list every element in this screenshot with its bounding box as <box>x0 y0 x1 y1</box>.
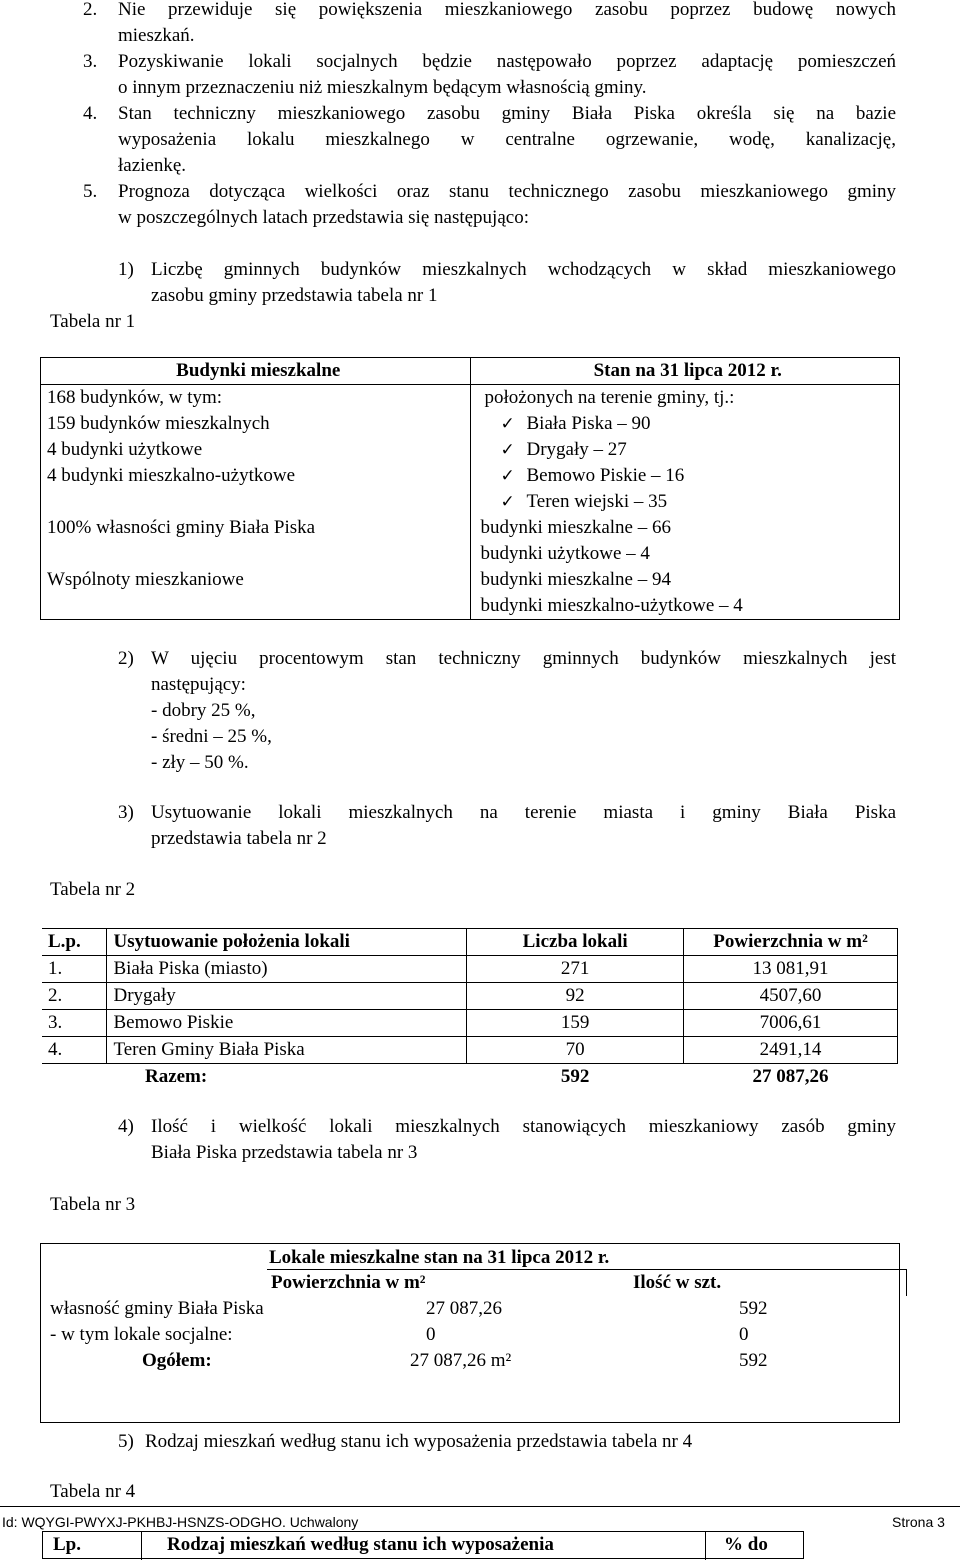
table-2-cell: 4. <box>48 1039 63 1060</box>
table-1-head-left: Budynki mieszkalne <box>41 358 471 385</box>
table-3-col-area: Powierzchnia w m² <box>271 1272 426 1293</box>
table-2-cell: 271 <box>467 956 684 983</box>
section-3-line-2: przedstawia tabela nr 2 <box>151 828 327 849</box>
table-2-empty-cell <box>42 1064 107 1091</box>
table-1-buildings-line: 4 budynki mieszkalno-użytkowe <box>47 465 296 486</box>
table-1-row <box>41 515 900 567</box>
section-1-line-1: Liczbę gminnych budynków mieszkalnych wchodzących w skład mieszkaniowego <box>151 259 896 280</box>
table-1-ownership-values <box>470 515 900 567</box>
table-2-total-row <box>42 1064 898 1091</box>
table-1-location-text: Teren wiejski – 35 <box>526 491 668 512</box>
section-5-number: 5) <box>118 1431 134 1452</box>
table-2-cell: 7006,61 <box>684 1010 898 1037</box>
item-2-number: 2. <box>83 0 98 20</box>
table-1-value-line: budynki mieszkalno-użytkowe – 4 <box>480 595 743 616</box>
checkmark-icon: ✓ <box>500 492 515 511</box>
table-4-divider <box>141 1532 142 1560</box>
condition-item: - dobry 25 %, <box>151 700 256 721</box>
footer-rule <box>0 1506 960 1507</box>
item-3-number: 3. <box>83 51 98 72</box>
table-4-header-row <box>42 1531 804 1559</box>
table-1-location-item <box>485 437 900 463</box>
table-2-cell: Bemowo Piskie <box>107 1010 467 1037</box>
item-2-line-1: Nie przewiduje się powiększenia mieszkaniowego zasobu poprzez budowę nowych <box>118 0 896 20</box>
table-1-locations-intro: położonych na terenie gminy, tj.: <box>484 387 735 408</box>
item-4-line-2: wyposażenia lokalu mieszkalnego w centralne ogrzewanie, wodę, kanalizację, <box>118 129 896 150</box>
table-2-total-count: 592 <box>560 1066 590 1087</box>
table-3-row-label: - w tym lokale socjalne: <box>50 1324 233 1345</box>
table-2-header: L.p. <box>48 931 81 952</box>
checkmark-icon: ✓ <box>500 466 515 485</box>
table-4-divider <box>705 1532 706 1560</box>
item-5-line-1: Prognoza dotycząca wielkości oraz stanu technicznego zasobu mieszkaniowego gminy <box>118 181 896 202</box>
item-5-number: 5. <box>83 181 98 202</box>
table-row <box>42 1037 898 1064</box>
table-1-value-line: budynki użytkowe – 4 <box>480 543 650 564</box>
table-1-location-item <box>485 463 900 489</box>
section-2-number: 2) <box>118 648 134 669</box>
table-1 <box>40 357 900 620</box>
table-2-cell: 70 <box>467 1037 684 1064</box>
table-1-header-row <box>41 358 900 385</box>
section-2-line-1: W ujęciu procentowym stan techniczny gminnych budynków mieszkalnych jest <box>151 648 896 669</box>
section-1-number: 1) <box>118 259 134 280</box>
table-2-total-label: Razem: <box>144 1066 208 1087</box>
table-row <box>42 956 898 983</box>
section-2-line-2: następujący: <box>151 674 246 695</box>
item-3-line-2: o innym przeznaczeniu niż mieszkalnym będącym własnością gminy. <box>118 77 647 98</box>
table-3-row-count: 592 <box>739 1298 768 1319</box>
table-2-cell: Drygały <box>107 983 467 1010</box>
section-4-number: 4) <box>118 1116 134 1137</box>
table-2-cell: Teren Gminy Biała Piska <box>107 1037 467 1064</box>
table-3-row-count: 0 <box>739 1324 749 1345</box>
item-4-line-3: łazienkę. <box>118 155 187 176</box>
table-4-caption: Tabela nr 4 <box>50 1481 136 1502</box>
table-1-location-item <box>485 411 900 437</box>
table-row <box>42 983 898 1010</box>
table-3-total-area: 27 087,26 m² <box>410 1350 512 1371</box>
table-1-head-right: Stan na 31 lipca 2012 r. <box>470 358 900 385</box>
table-2-cell: 1. <box>48 958 63 979</box>
table-1-buildings-line: 159 budynków mieszkalnych <box>47 413 270 434</box>
table-3-title: Lokale mieszkalne stan na 31 lipca 2012 r. <box>269 1247 610 1268</box>
table-1-location-text: Biała Piska – 90 <box>526 413 651 434</box>
item-4-line-1: Stan techniczny mieszkaniowego zasobu gminy Biała Piska określa się na bazie <box>118 103 896 124</box>
table-4-header: % do <box>724 1534 768 1555</box>
table-4-header: Lp. <box>53 1534 81 1555</box>
table-1-location-text: Bemowo Piskie – 16 <box>526 465 685 486</box>
table-3-col-count: Ilość w szt. <box>633 1272 722 1293</box>
table-1-community-cell: Wspólnoty mieszkaniowe <box>41 567 471 620</box>
table-1-location-item <box>485 489 900 515</box>
table-1-row <box>41 385 900 516</box>
item-3-line-1: Pozyskiwanie lokali socjalnych będzie następowało poprzez adaptację pomieszczeń <box>118 51 896 72</box>
table-2-header-row <box>42 929 898 956</box>
section-1-line-2: zasobu gminy przedstawia tabela nr 1 <box>151 285 438 306</box>
table-2-cell: 2491,14 <box>684 1037 898 1064</box>
table-3-row-area: 27 087,26 <box>426 1298 502 1319</box>
table-2-cell: 4507,60 <box>684 983 898 1010</box>
table-2-header: Powierzchnia w m² <box>684 929 898 956</box>
table-2-header: Usytuowanie położenia lokali <box>107 929 467 956</box>
table-3-caption: Tabela nr 3 <box>50 1194 136 1215</box>
table-1-row <box>41 567 900 620</box>
table-1-ownership-cell: 100% własności gminy Biała Piska <box>41 515 471 567</box>
table-3 <box>40 1243 900 1423</box>
footer-page-number: Strona 3 <box>892 1514 945 1530</box>
section-5-line-1: Rodzaj mieszkań według stanu ich wyposażenia przedstawia tabela nr 4 <box>145 1431 693 1452</box>
table-2-total-area: 27 087,26 <box>752 1066 829 1087</box>
table-2 <box>42 928 898 1090</box>
table-1-caption: Tabela nr 1 <box>50 311 136 332</box>
table-2-cell: 159 <box>467 1010 684 1037</box>
table-1-buildings-line: 168 budynków, w tym: <box>47 387 223 408</box>
section-4-line-2: Biała Piska przedstawia tabela nr 3 <box>151 1142 418 1163</box>
table-1-community-values <box>470 567 900 620</box>
table-2-cell: 2. <box>48 985 63 1006</box>
table-3-total-count: 592 <box>739 1350 768 1371</box>
table-3-row-label: własność gminy Biała Piska <box>50 1298 264 1319</box>
table-2-cell: 13 081,91 <box>684 956 898 983</box>
item-2-line-2: mieszkań. <box>118 25 195 46</box>
table-2-cell: Biała Piska (miasto) <box>107 956 467 983</box>
checkmark-icon: ✓ <box>500 440 515 459</box>
table-1-buildings-cell <box>41 385 471 516</box>
checkmark-icon: ✓ <box>500 414 515 433</box>
item-4-number: 4. <box>83 103 98 124</box>
condition-item: - średni – 25 %, <box>151 726 272 747</box>
section-3-number: 3) <box>118 802 134 823</box>
item-5-line-2: w poszczególnych latach przedstawia się następująco: <box>118 207 529 228</box>
table-row <box>42 1010 898 1037</box>
table-4-header: Rodzaj mieszkań według stanu ich wyposażenia <box>167 1534 554 1555</box>
table-1-buildings-line: 4 budynki użytkowe <box>47 439 203 460</box>
condition-item: - zły – 50 %. <box>151 752 249 773</box>
table-3-row-area: 0 <box>426 1324 436 1345</box>
table-2-cell: 3. <box>48 1012 63 1033</box>
table-1-value-line: budynki mieszkalne – 94 <box>480 569 671 590</box>
table-2-cell: 92 <box>467 983 684 1010</box>
table-1-locations-cell <box>470 385 900 516</box>
section-3-line-1: Usytuowanie lokali mieszkalnych na terenie miasta i gminy Biała Piska <box>151 802 896 823</box>
table-2-caption: Tabela nr 2 <box>50 879 136 900</box>
footer-document-id: Id: WQYGI-PWYXJ-PKHBJ-HSNZS-ODGHO. Uchwalony <box>2 1514 359 1530</box>
table-2-header: Liczba lokali <box>467 929 684 956</box>
table-1-location-text: Drygały – 27 <box>526 439 627 460</box>
section-4-line-1: Ilość i wielkość lokali mieszkalnych stanowiących mieszkaniowy zasób gminy <box>151 1116 896 1137</box>
table-1-value-line: budynki mieszkalne – 66 <box>480 517 671 538</box>
table-3-total-label: Ogółem: <box>142 1350 212 1371</box>
